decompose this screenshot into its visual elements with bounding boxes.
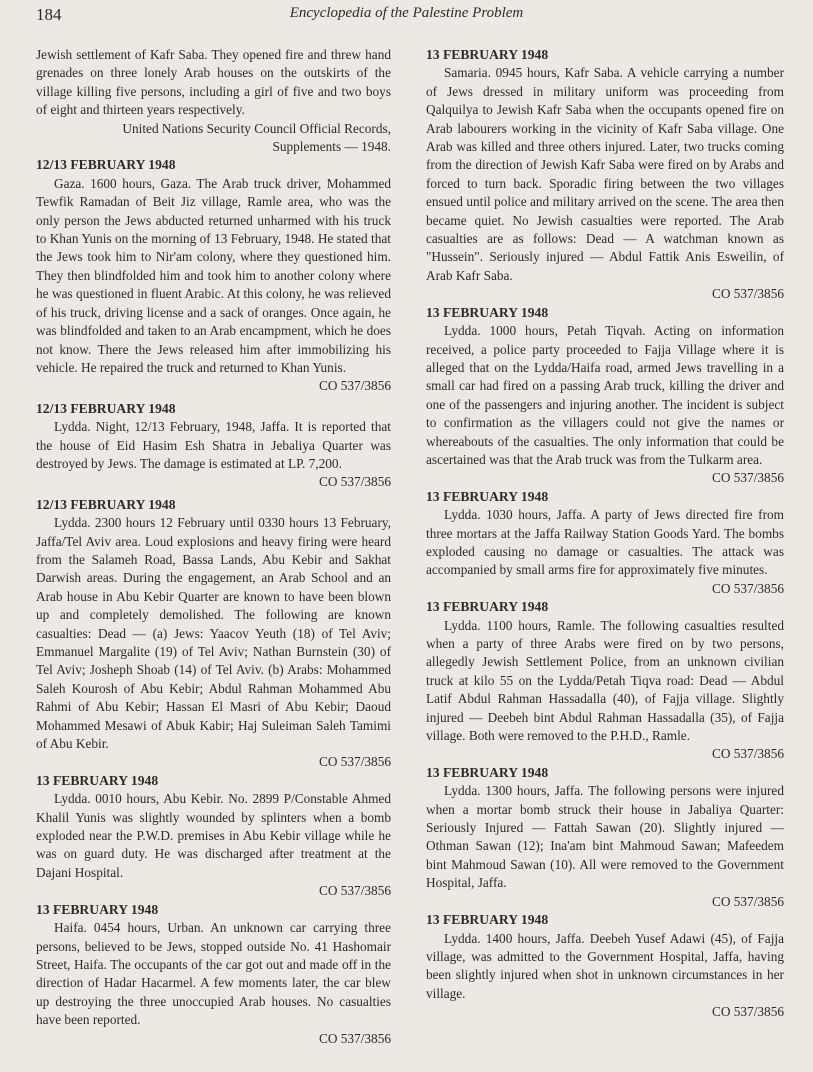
page-number: 184 [36, 5, 62, 24]
intro-paragraph: Jewish settlement of Kafr Saba. They opened fire and threw hand grenades on three lonely Arab houses on the outskirts of the village killing five persons, including a girl of five and two boys of eight and thirteen years respectively. [36, 47, 391, 118]
entry-text: Lydda. Night, 12/13 February, 1948, Jaffa. It is reported that the house of Eid Hasim Esh Shatra in Jebaliya Quarter was destroyed by Jews. The damage is estimated at LP. 7,200. [36, 419, 391, 471]
entry-text: Lydda. 1000 hours, Petah Tiqvah. Acting on information received, a police party proceeded to Fajja Village where it is alleged that on the Lydda/Haifa road, armed Jews travelling in a small car had fired on a passing Arab truck, killing the driver and one of the passengers and injuring another. The incident is subject to confirmation as the villagers could not give the names or whereabouts of the casualties. The only information that could be ascertained was that the Arab truck was from the Tulkarm area. [426, 323, 784, 467]
intro-source-line-1: United Nations Security Council Official Records, [122, 120, 391, 136]
entry-reference: CO 537/3856 [711, 746, 784, 762]
entry-reference: CO 537/3856 [318, 883, 391, 899]
running-title: Encyclopedia of the Palestine Problem [289, 5, 524, 21]
entry [426, 764, 784, 911]
entry [36, 772, 391, 901]
entry-heading: 13 FEBRUARY 1948 [426, 912, 549, 928]
entry-text: Lydda. 0010 hours, Abu Kebir. No. 2899 P/Constable Ahmed Khalil Yunis was slightly wounded by splinters when a bomb exploded near the P.W.D. premises in Abu Kebir village while he was on guard duty. He was discharged after treatment at the Dajani Hospital. [36, 791, 391, 880]
entry-text: Haifa. 0454 hours, Urban. An unknown car carrying three persons, believed to be Jews, stopped outside No. 41 Hashomair Street, Haifa. The occupants of the car got out and made off in the direction of Hadar Hacarmel. A few moments later, the car blew up destroying the three unoccupied Arab houses. No casualties have been reported. [36, 920, 391, 1028]
entry [426, 304, 784, 488]
entry-reference: CO 537/3856 [318, 378, 391, 394]
entry [426, 46, 784, 304]
entry-reference: CO 537/3856 [711, 893, 784, 909]
entry [36, 496, 391, 772]
entry-text: Lydda. 1300 hours, Jaffa. The following persons were injured when a mortar bomb struck their house in Jabaliya Quarter: Seriously Injured — Fattah Sawan (20). Slightly injured — Othman Sawan (12); Ina'am bint Mahmoud Sawan; Mafeedem bint Mahmoud Sawan (10). All were removed to the Government Hospital, Jaffa. [426, 783, 784, 891]
entry-reference: CO 537/3856 [711, 1004, 784, 1020]
entry-text: Lydda. 1400 hours, Jaffa. Deebeh Yusef Adawi (45), of Fajja village, was admitted to the Government Hospital, Jaffa, having been slightly injured when shot in unknown circumstances in her village. [426, 930, 784, 1001]
entry-text: Lydda. 2300 hours 12 February until 0330 hours 13 February, Jaffa/Tel Aviv area. Loud explosions and heavy firing were heard from the Salameh Road, Bassa Lands, Abu Kebir and Sakhat Darwish areas. During the engagement, an Arab School and an Arab house in Abu Kebir Quarter are known to have been blown up and completely demolished. The following are known casualties: Dead — (a) Jews: Yaacov Yeuth (18) of Tel Aviv; Emmanuel Margalite (19) of Tel Aviv; Nathan Burnstein (30) of Tel Aviv; Josheph Shoab (14) of Tel Aviv. (b) Arabs: Mohammed Saleh Kourosh of Abu Kebir; Abdul Rahman Mohammed Abu Rahmi of Abu Kebir; Hassan El Masri of Abu Kebir; Daoud Mohammed Mesawi of Abuk Kabir; Haj Suleiman Saleh Tamimi of Abu Kebir. [36, 515, 391, 752]
entry-heading: 13 FEBRUARY 1948 [426, 304, 549, 320]
entry [36, 156, 391, 395]
entry-heading: 13 FEBRUARY 1948 [426, 47, 549, 62]
entry-heading: 13 FEBRUARY 1948 [426, 488, 549, 504]
entry-heading: 13 FEBRUARY 1948 [426, 599, 549, 615]
left-column [36, 46, 391, 1048]
entry-heading: 12/13 FEBRUARY 1948 [36, 400, 176, 416]
entry-reference: CO 537/3856 [711, 286, 784, 302]
entry-reference: CO 537/3856 [318, 754, 391, 770]
entry-reference: CO 537/3856 [318, 474, 391, 490]
entry-heading: 12/13 FEBRUARY 1948 [36, 157, 176, 173]
entry [36, 400, 391, 492]
entry-text: Lydda. 1100 hours, Ramle. The following casualties resulted when a party of three Arabs were fired on by two persons, allegedly Jewish Settlement Police, from an unknown civilian truck at kilo 55 on the Lydda/Petah Tiqva road: Dead — Abdul Latif Abdul Rahman Hassadalla (40), of Fajja village. Slightly injured — Deebeh bint Abdul Rahman Hassadalla (35), of Fajja village. Both were removed to the P.H.D., Ramle. [426, 617, 784, 744]
intro-source-line-2: Supplements — 1948. [272, 139, 391, 155]
entry-heading: 13 FEBRUARY 1948 [426, 764, 549, 780]
entry-heading: 12/13 FEBRUARY 1948 [36, 496, 176, 512]
entry-text: Lydda. 1030 hours, Jaffa. A party of Jews directed fire from three mortars at the Jaffa Railway Station Goods Yard. The bombs exploded causing no damage or casualties. The attack was accompanied by small arms fire for approximately five minutes. [426, 507, 784, 578]
entry [426, 488, 784, 598]
entry [426, 911, 784, 1021]
entry-text: Samaria. 0945 hours, Kafr Saba. A vehicle carrying a number of Jews dressed in military uniform was proceeding from Qalquilya to Jewish Kafr Saba when the occupants opened fire on Arab labourers working in the vicinity of Kafr Saba village. One Arab was killed and three others injured. Later, two trucks coming from the direction of Jewish Kafr Saba were fired on by Arabs and forced to turn back. Sporadic firing between the two villages ensued until police and military arrived on the scene. The area then became quiet. No Jewish casualties were reported. The Arab casualties are as follows: Dead — A watchman known as "Hussein". Seriously injured — Abdul Fattik Anis Esweilin, of Arab Kafr Saba. [426, 65, 784, 283]
right-column [426, 46, 784, 1022]
entry [36, 901, 391, 1048]
entry-reference: CO 537/3856 [711, 470, 784, 486]
entry [426, 598, 784, 764]
entry-reference: CO 537/3856 [711, 580, 784, 596]
entry-heading: 13 FEBRUARY 1948 [36, 901, 159, 917]
entry-reference: CO 537/3856 [318, 1030, 391, 1046]
entry-text: Gaza. 1600 hours, Gaza. The Arab truck driver, Mohammed Tewfik Ramadan of Beit Jiz village, Ramle area, who was the only person the Jews abducted returned unharmed with his truck to Khan Yunis on the morning of 13 February, 1948. He stated that the Jews took him to Nir'am colony, where they questioned him. They then blindfolded him and took him to another colony where he was questioned in fluent Arabic. At this colony, he was relieved of his truck, driving license and a sack of oranges. Once again, he was blindfolded and taken to an Arab encampment, which he does not know. There the Jews released him after immobilizing his vehicle. He repaired the truck and returned to Khan Yunis. [36, 175, 391, 375]
entry-heading: 13 FEBRUARY 1948 [36, 772, 159, 788]
